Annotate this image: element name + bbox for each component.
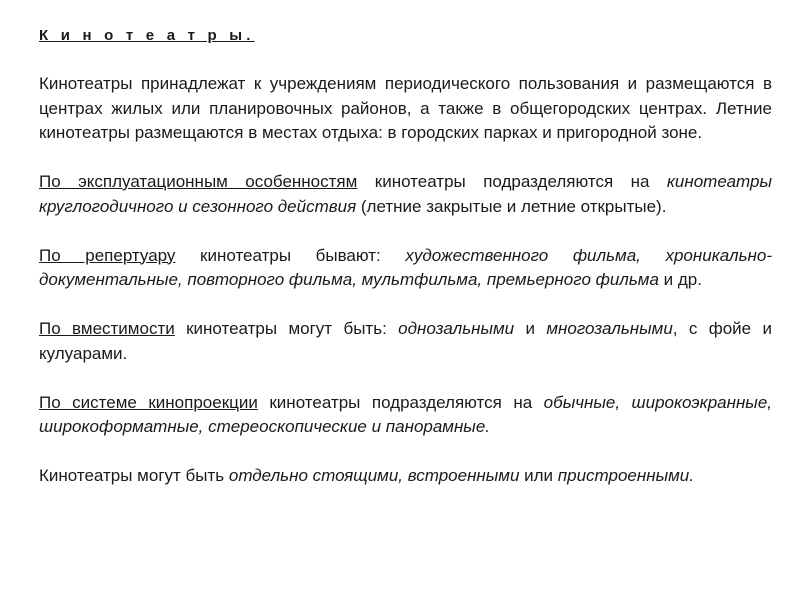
document-page	[39, 24, 772, 489]
paragraph-intro: Кинотеатры принадлежат к учреждениям периодического пользования и размещаются в центрах жилых или планировочных районов, а также в общегородских центрах. Летние кинотеатры размещаются в местах отдыха: в городских парках и пригородной зоне.	[39, 74, 772, 142]
italic-text: отдельно стоящими, встроенными	[228, 466, 520, 485]
paragraph-repertoire	[39, 244, 772, 293]
text: кинотеатры подразделяются на	[357, 172, 667, 191]
heading-projection: По системе кинопроекции	[39, 392, 258, 412]
italic-text: пристроенными.	[557, 466, 694, 485]
paragraph-placement	[39, 464, 772, 489]
paragraph-operational	[39, 170, 772, 219]
text: , с фойе и кулуарами.	[39, 319, 773, 363]
italic-text: многозальными	[546, 319, 673, 338]
italic-text: однозальными	[398, 319, 515, 338]
text: или	[519, 466, 558, 485]
italic-text: художественного фильма, хроникально-документальные, повторного фильма, мультфильма, премьерного фильма	[39, 245, 772, 289]
heading-capacity: По вместимости	[39, 319, 175, 338]
heading-repertoire: По репертуару	[39, 245, 176, 265]
italic-text: обычные, широкоэкранные, широкоформатные, стереоскопические и панорамные.	[39, 392, 772, 436]
text: (летние закрытые и летние открытые).	[356, 196, 667, 216]
text: и др.	[658, 270, 702, 289]
text: кинотеатры подразделяются на	[257, 392, 544, 412]
document-title: К и н о т е а т р ы.	[39, 27, 255, 44]
text: кинотеатры бывают:	[175, 245, 406, 265]
text: кинотеатры могут быть:	[174, 319, 399, 338]
text: и	[514, 319, 547, 338]
text: Кинотеатры могут быть	[39, 466, 229, 485]
heading-operational: По эксплуатационным особенностям	[39, 172, 358, 191]
italic-text: кинотеатры круглогодичного и сезонного действия	[39, 172, 772, 216]
paragraph-capacity	[39, 317, 772, 366]
paragraph-projection	[39, 391, 772, 440]
